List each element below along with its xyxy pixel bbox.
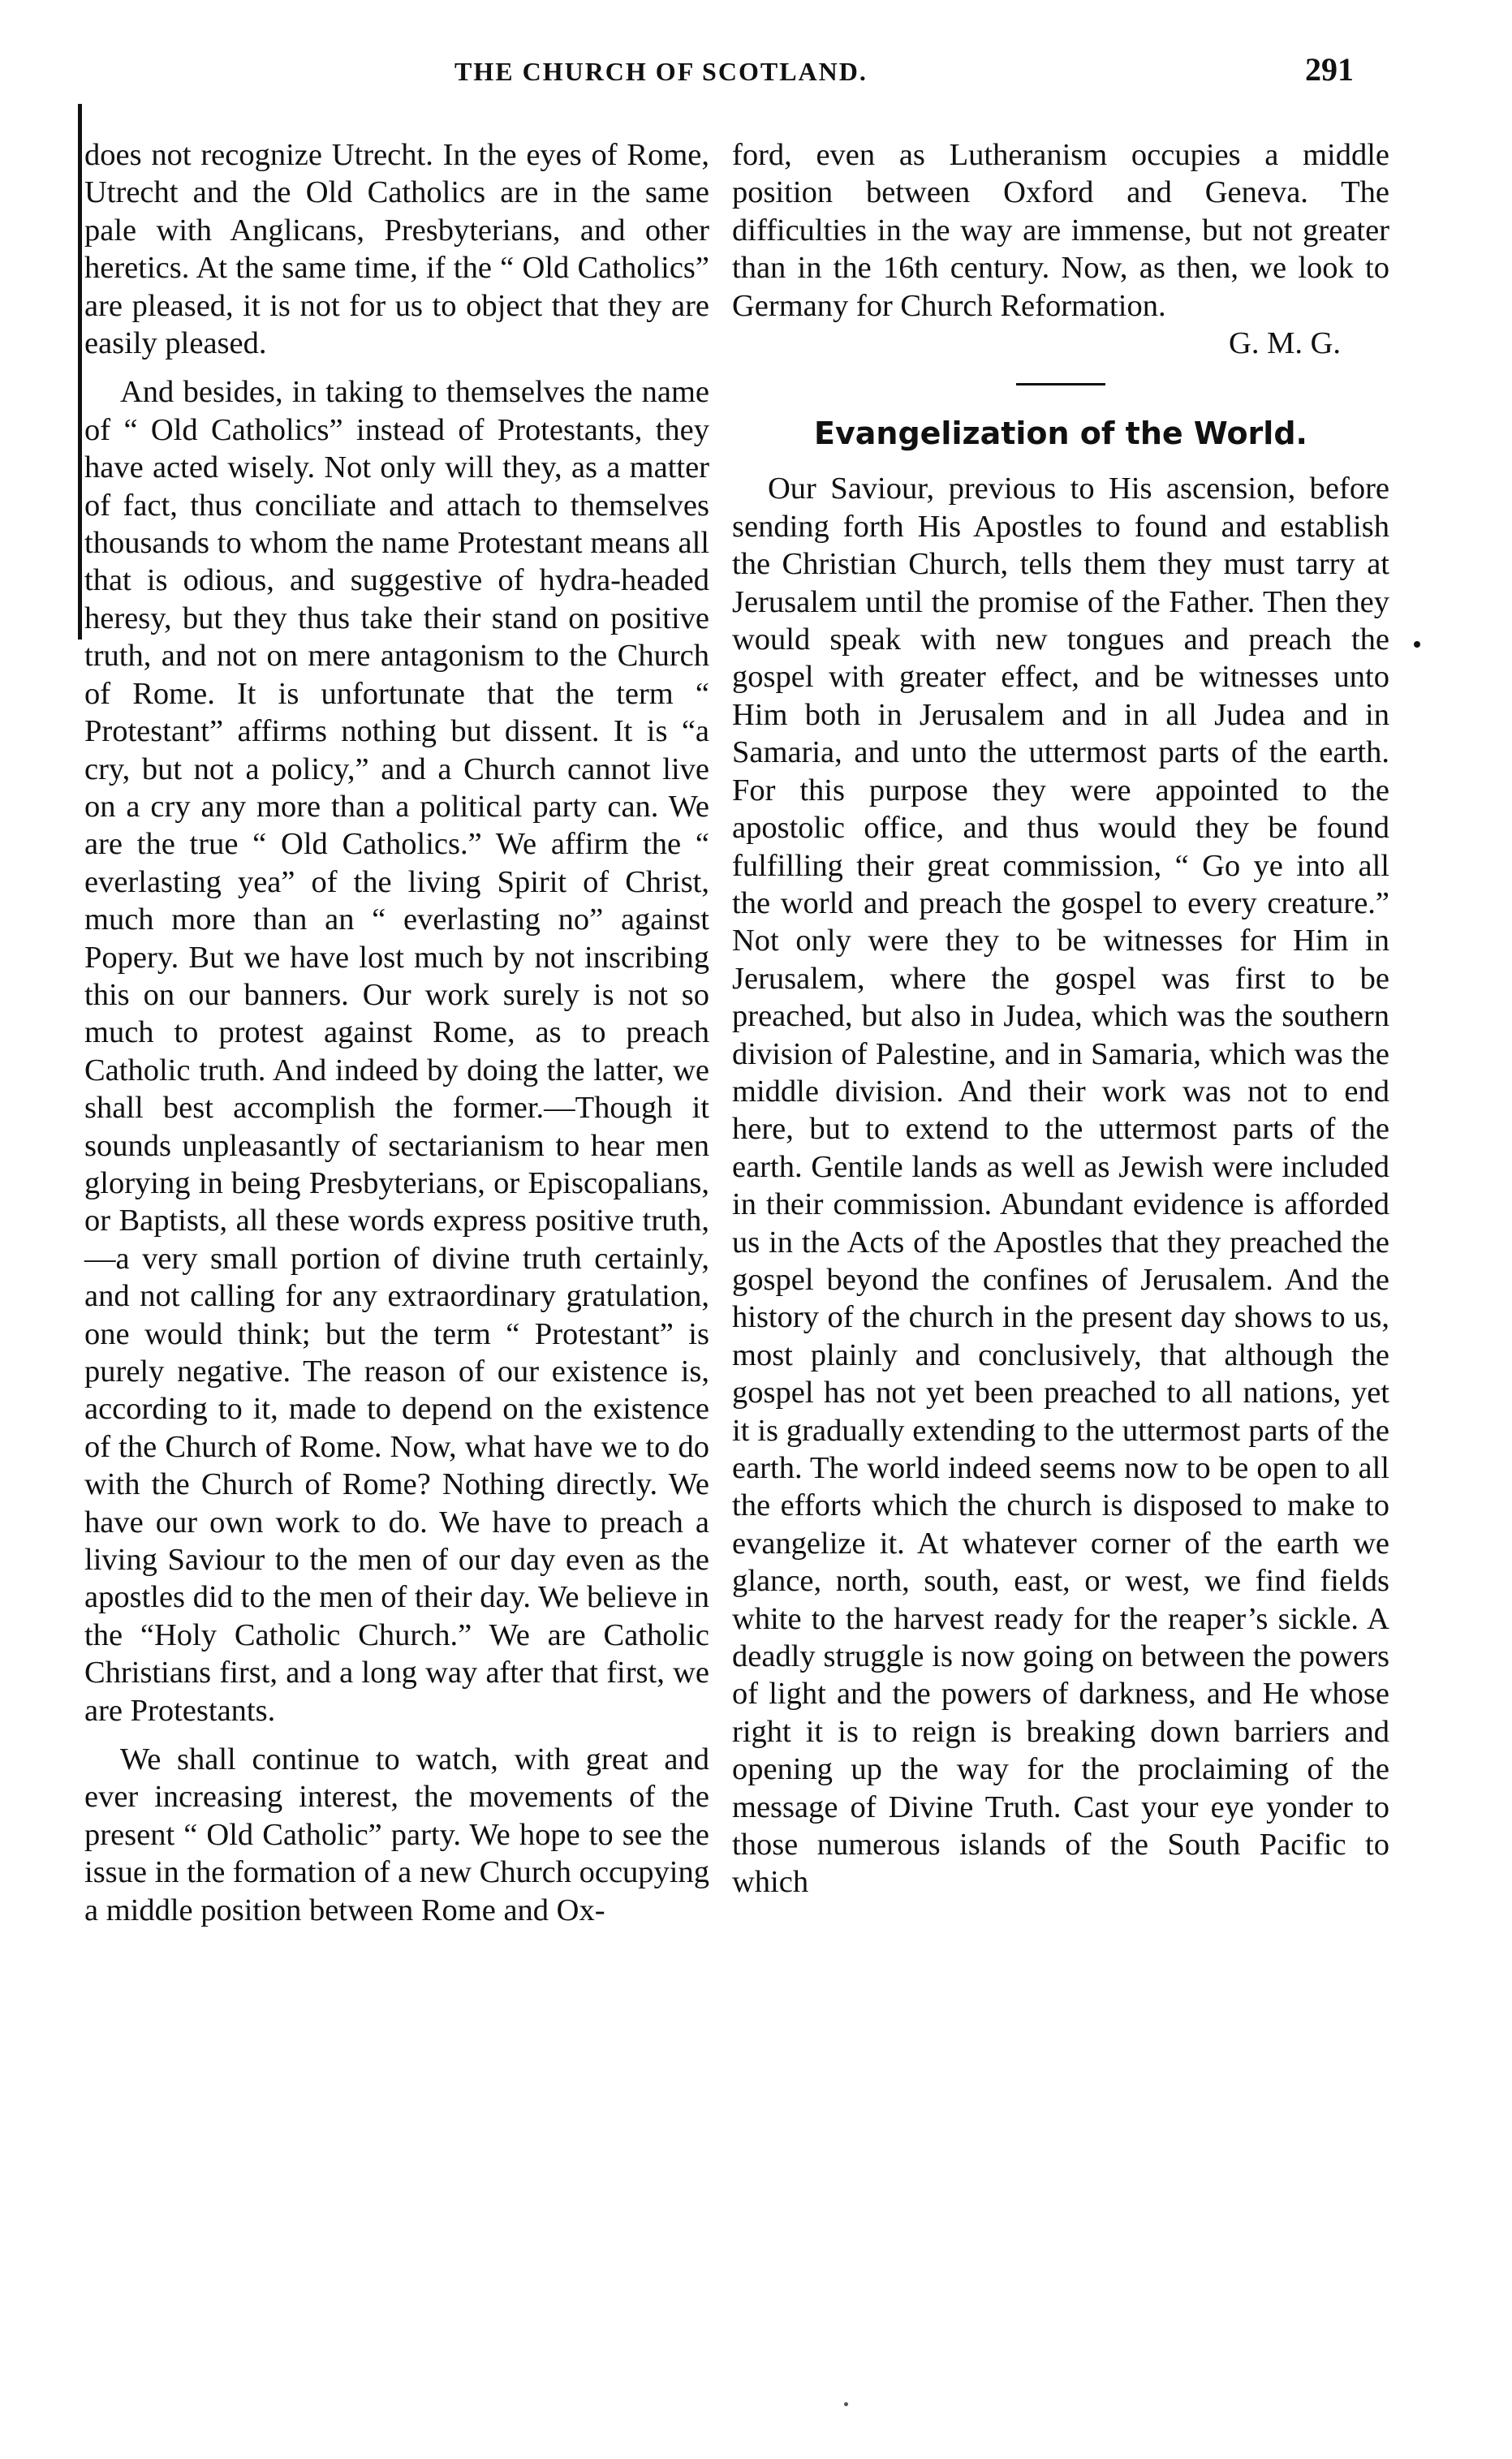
section-heading: Evangelization of the World. xyxy=(814,416,1307,452)
bottom-dot xyxy=(844,2402,848,2406)
left-paragraph-2: And besides, in taking to themselves the name of “ Old Catholics” instead of Protestants, they have acted wisely. Not only will they, as a matter of fact, thus conciliate and attach to themselves thousands to whom the name Protestant means all that is odious, and suggestive of hydra-headed heresy, but they thus take their stand on positive truth, and not on mere antagonism to the Church of Rome. It is unfortunate that the term “ Protestant” affirms nothing but dissent. It is “a cry, but not a policy,” and a Church cannot live on a cry any more than a political party can. We are the true “ Old Catholics.” We affirm the “ everlasting yea” of the living Spirit of Christ, much more than an “ everlasting no” against Popery. But we have lost much by not inscribing this on our banners. Our work surely is not so much to protest against Rome, as to preach Catholic truth. And indeed by doing the latter, we shall best accomplish the former.—Though it sounds unpleasantly of sectarianism to hear men glorying in being Presbyterians, or Episcopalians, or Baptists, all these words express positive truth,—a very small portion of divine truth certainly, and not calling for any extraordinary gratulation, one would think; but the term “ Protestant” is purely negative. The reason of our existence is, according to it, made to depend on the existence of the Church of Rome. Now, what have we to do with the Church of Rome? Nothing directly. We have our own work to do. We have to preach a living Saviour to the men of our day even as the apostles did to the men of their day. We believe in the “Holy Catholic Church.” We are Catholic Christians first, and a long way after that first, we are Protestants. xyxy=(84,375,709,1728)
margin-rule xyxy=(78,104,82,640)
left-column xyxy=(84,136,709,1929)
left-paragraph-3: We shall continue to watch, with great and ever increasing interest, the movements of the present “ Old Catholic” party. We hope to see the issue in the formation of a new Church occupying a middle position between Rome and Ox- xyxy=(84,1742,709,1927)
left-paragraph-1: does not recognize Utrecht. In the eyes of Rome, Utrecht and the Old Catholics are in the same pale with Anglicans, Presbyterians, and other heretics. At the same time, if the “ Old Catholics” are pleased, it is not for us to object that they are easily pleased. xyxy=(84,138,709,361)
section-paragraph: Our Saviour, previous to His ascension, before sending forth His Apostles to found and establish the Christian Church, tells them they must tarry at Jerusalem until the promise of the Father. Then they would speak with new tongues and preach the gospel with greater effect, and be witnesses unto Him both in Jerusalem and in all Judea and in Samaria, and unto the uttermost parts of the earth. For this purpose they were appointed to the apostolic office, and thus would they be found fulfilling their great commission, “ Go ye into all the world and preach the gospel to every creature.” Not only were they to be witnesses for Him in Jerusalem, where the gospel was first to be preached, but also in Judea, which was the southern division of Palestine, and in Samaria, which was the middle division. And their work was not to end here, but to extend to the uttermost parts of the earth. Gentile lands as well as Jewish were included in their commission. Abundant evidence is afforded us in the Acts of the Apostles that they preached the gospel beyond the confines of Jerusalem. And the history of the church in the present day shows to us, most plainly and conclusively, that although the gospel has not yet been preached to all nations, yet it is gradually extending to the uttermost parts of the earth. The world indeed seems now to be open to all the efforts which the church is disposed to make to evangelize it. At whatever corner of the earth we glance, north, south, east, or west, we find fields white to the harvest ready for the reaper’s sickle. A deadly struggle is now going on between the powers of light and the powers of darkness, and He whose right it is to reign is breaking down barriers and opening up the way for the proclaiming of the message of Divine Truth. Cast your eye yonder to those numerous islands of the South Pacific to which xyxy=(732,472,1389,1900)
page-number: 291 xyxy=(1305,51,1354,88)
running-title: THE CHURCH OF SCOTLAND. xyxy=(454,57,868,86)
right-continuation-paragraph: ford, even as Lutheranism occupies a middle position between Oxford and Geneva. The difficulties in the way are immense, but not greater than in the 16th century. Now, as then, we look to Germany for Church Reformation. xyxy=(732,138,1389,323)
section-divider xyxy=(1016,383,1105,385)
right-column xyxy=(732,136,1389,1901)
article-signature: G. M. G. xyxy=(1229,326,1341,361)
margin-dot xyxy=(1414,641,1420,648)
